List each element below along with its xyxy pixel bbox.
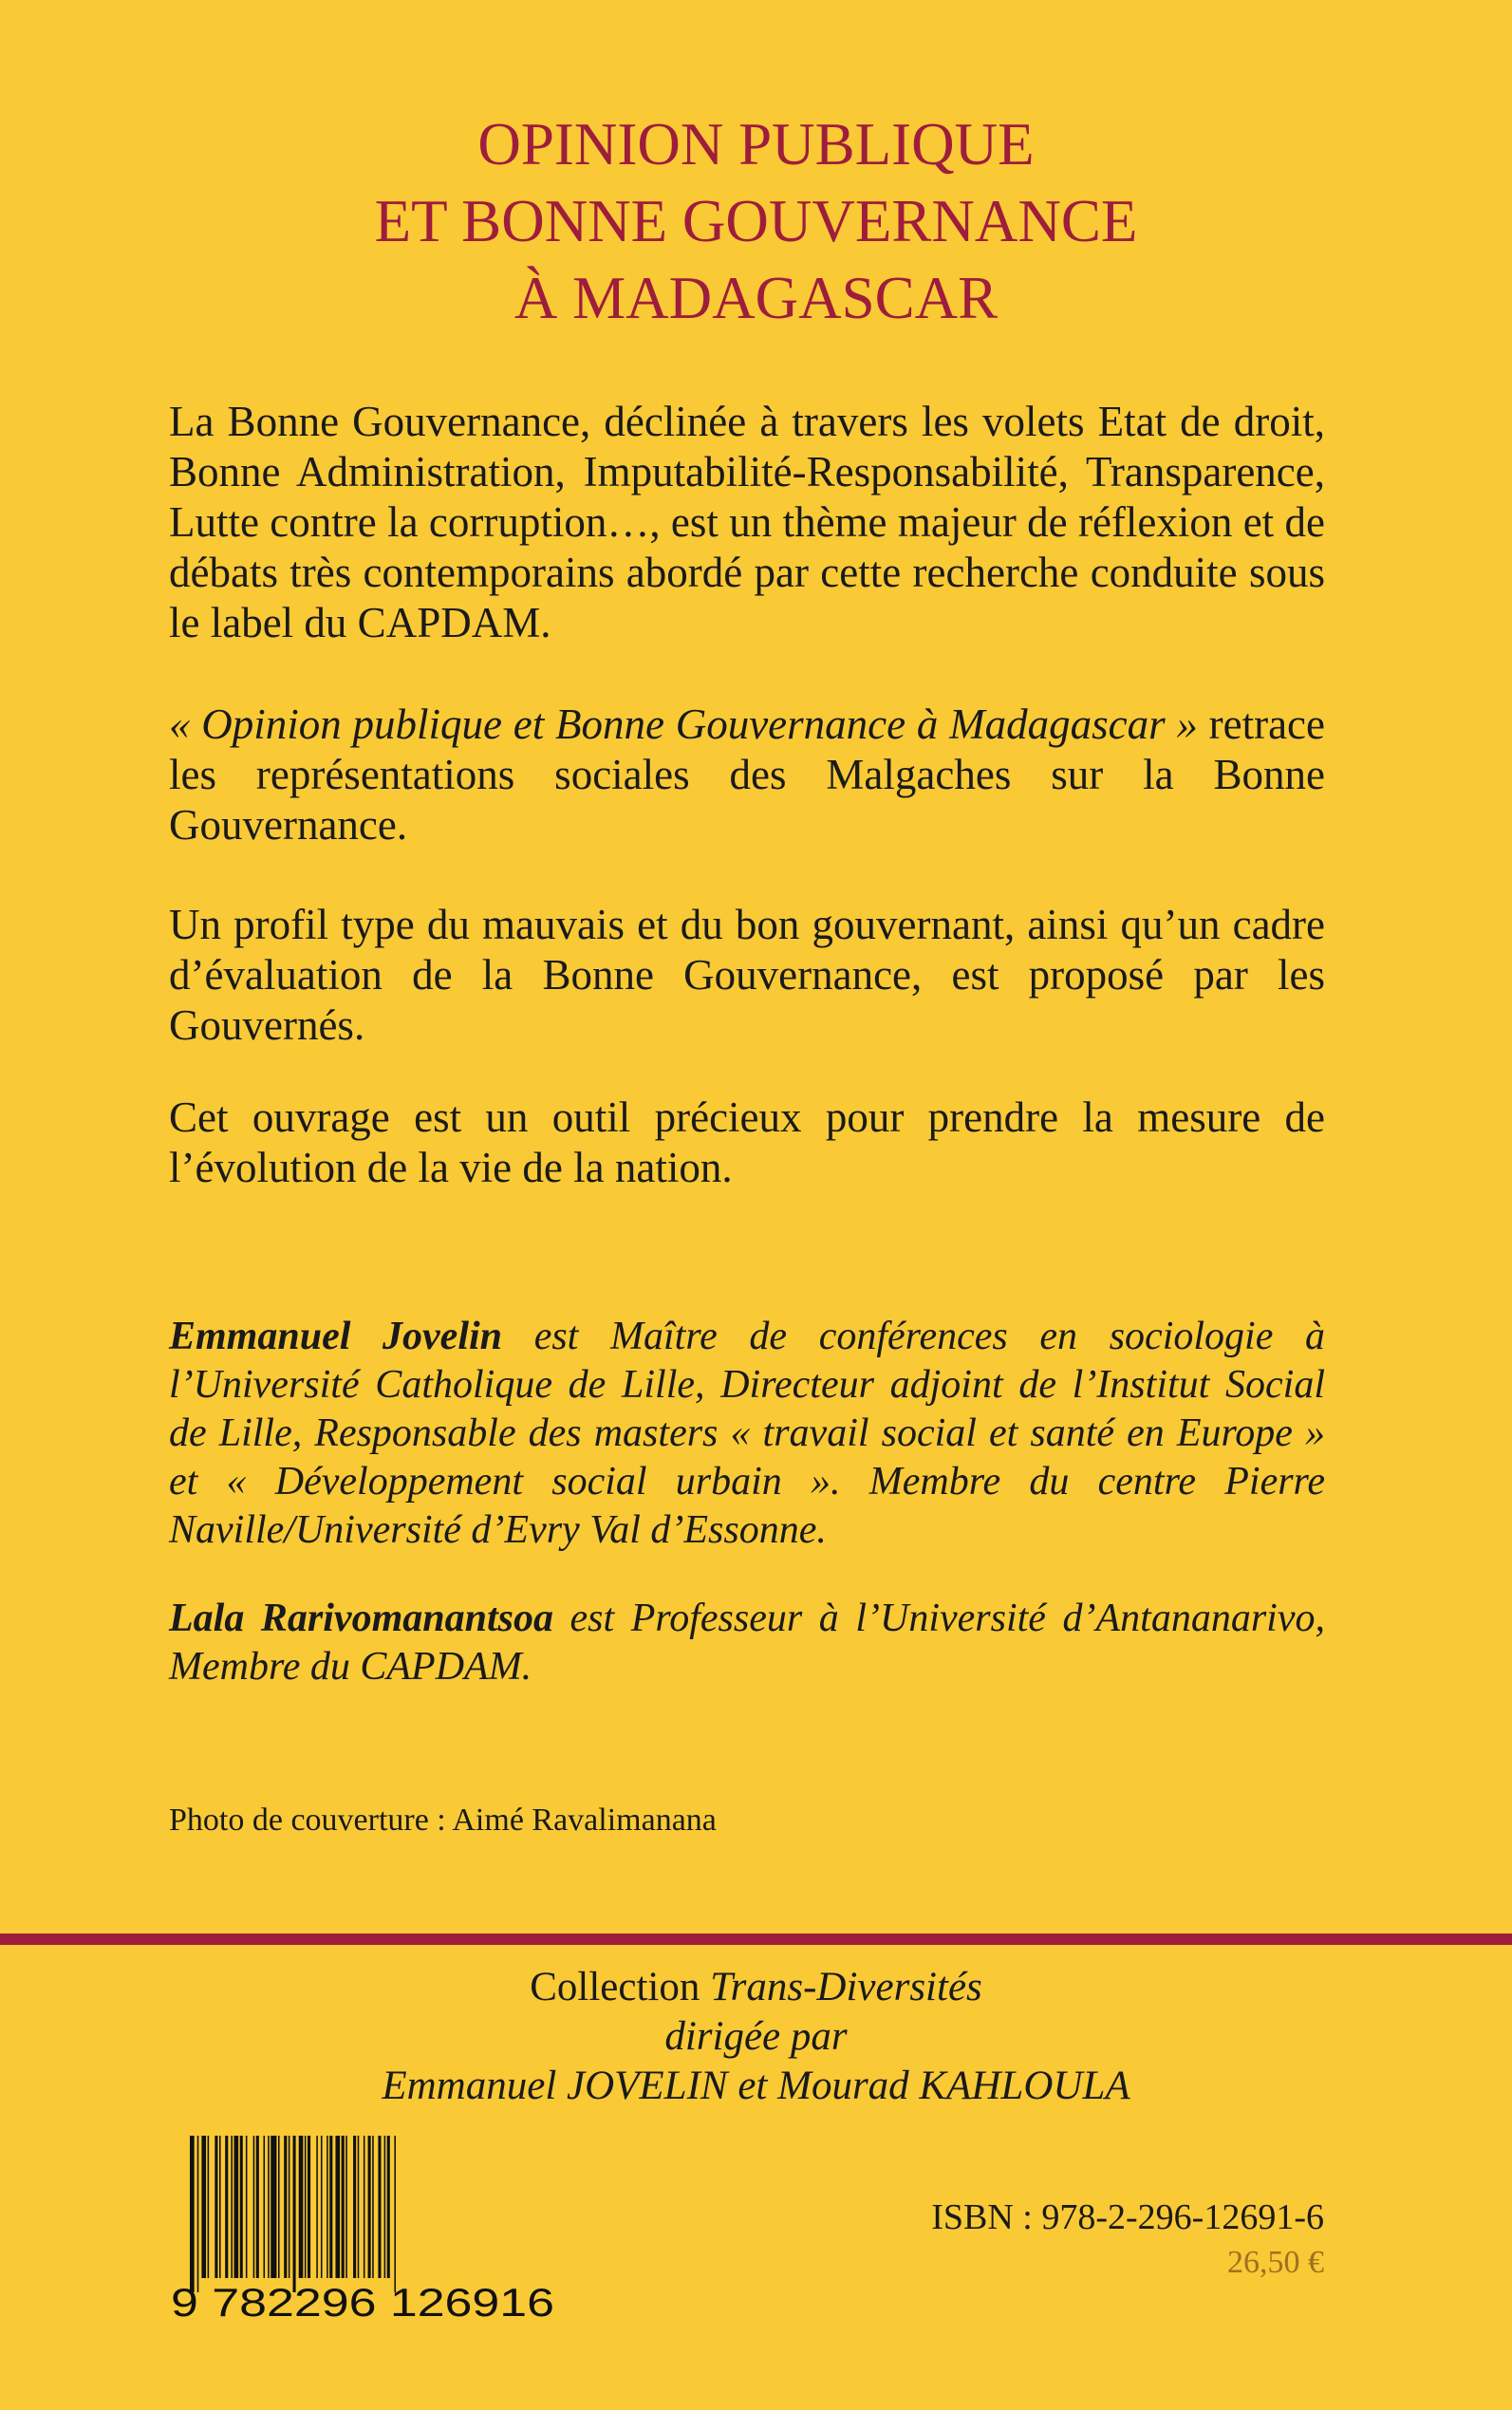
barcode-bar	[345, 2136, 347, 2278]
summary-paragraph-2-text: retrace les représentations sociales des Malgaches sur la Bonne Gouvernance.	[169, 701, 1325, 849]
barcode-bar	[368, 2136, 371, 2278]
barcode-bar	[234, 2136, 239, 2278]
author-name-2: Lala Rarivomanantsoa	[169, 1597, 553, 1640]
photo-credit: Photo de couverture : Aimé Ravalimanana	[169, 1803, 717, 1838]
author-name-1: Emmanuel Jovelin	[169, 1315, 503, 1358]
barcode-bar	[378, 2136, 381, 2278]
barcode-bar	[268, 2136, 270, 2278]
collection-line	[0, 1963, 1512, 2012]
barcode-bar	[358, 2136, 360, 2278]
price: 26,50 €	[1227, 2245, 1324, 2280]
barcode-icon	[169, 2136, 558, 2326]
barcode-bar	[335, 2136, 340, 2278]
collection-name: Trans-Diversités	[710, 1965, 982, 2009]
barcode-bar	[264, 2136, 266, 2278]
title-line-3: À MADAGASCAR	[513, 265, 999, 331]
isbn: ISBN : 978-2-296-12691-6	[931, 2197, 1324, 2237]
barcode-bar	[240, 2136, 243, 2278]
barcode-bar	[256, 2136, 259, 2278]
barcode-bar	[289, 2136, 290, 2278]
book-title	[0, 106, 1512, 337]
collection-block	[0, 1963, 1512, 2111]
barcode-bar	[215, 2136, 217, 2278]
barcode-bar	[201, 2136, 206, 2278]
barcode-bar	[387, 2136, 390, 2278]
barcode-bar	[278, 2136, 280, 2278]
barcode-bar	[316, 2136, 318, 2278]
barcode-bar	[384, 2136, 386, 2278]
barcode-bar	[364, 2136, 365, 2278]
divider-rule	[0, 1934, 1512, 1945]
barcode-bar	[372, 2136, 374, 2278]
barcode-bar	[197, 2136, 199, 2292]
author-bio-2-text: est Professeur à l’Université d’Antananarivo, Membre du CAPDAM.	[169, 1597, 1325, 1689]
collection-prefix: Collection	[530, 1965, 711, 2009]
barcode-bar	[284, 2136, 287, 2278]
barcode-bar	[225, 2136, 228, 2278]
barcode-bar	[231, 2136, 233, 2278]
summary-paragraph-2	[169, 700, 1325, 850]
summary-paragraph-4: Cet ouvrage est un outil précieux pour prendre la mesure de l’évolution de la vie de la nation.	[169, 1093, 1325, 1191]
barcode-bar	[299, 2136, 304, 2278]
title-line-2: ET BONNE GOUVERNANCE	[374, 188, 1138, 254]
collection-editors: Emmanuel JOVELIN et Mourad KAHLOULA	[382, 2064, 1130, 2108]
title-line-1: OPINION PUBLIQUE	[477, 111, 1035, 177]
barcode-bar	[329, 2136, 332, 2278]
author-bio-2	[169, 1595, 1325, 1691]
barcode-bar	[253, 2136, 255, 2278]
barcode-bar	[293, 2136, 296, 2292]
summary-paragraph-3: Un profil type du mauvais et du bon gouvernant, ainsi qu’un cadre d’évaluation de la Bonne Gouvernance, est proposé par les Gouvernés.	[169, 901, 1325, 1049]
barcode-digits: 9 782296 126916	[171, 2280, 554, 2325]
barcode-bar	[342, 2136, 345, 2278]
barcode-bar	[305, 2136, 307, 2278]
barcode-bar	[394, 2136, 396, 2292]
barcode-bar	[271, 2136, 276, 2278]
summary-paragraph-1: La Bonne Gouvernance, déclinée à travers les volets Etat de droit, Bonne Administration, Imputabilité-Responsabilité, Transparence, Lutte contre la corruption…, est un thème majeur de réflexion et de débats très contemporains abordé par cette recherche conduite sous le label du CAPDAM.	[169, 398, 1325, 646]
barcode-bar	[321, 2136, 323, 2278]
barcode-bar	[327, 2136, 328, 2278]
barcode-bar	[219, 2136, 221, 2278]
collection-directed: dirigée par	[664, 2014, 848, 2059]
barcode-bar	[308, 2136, 310, 2278]
book-title-quote: « Opinion publique et Bonne Gouvernance à Madagascar »	[169, 701, 1198, 748]
barcode-bar	[246, 2136, 248, 2278]
barcode-bar	[353, 2136, 356, 2278]
barcode-bar	[208, 2136, 210, 2278]
barcode-bar	[190, 2136, 195, 2292]
author-bio-1	[169, 1313, 1325, 1555]
author-bio-1-text: est Maître de conférences en sociologie à l’Université Catholique de Lille, Directeur adjoint de l’Institut Social de Lille, Responsable des masters « travail social et santé en Europe » et « Développement social urbain ». Membre du centre Pierre Naville/Université d’Evry Val d’Essonne.	[169, 1315, 1325, 1552]
